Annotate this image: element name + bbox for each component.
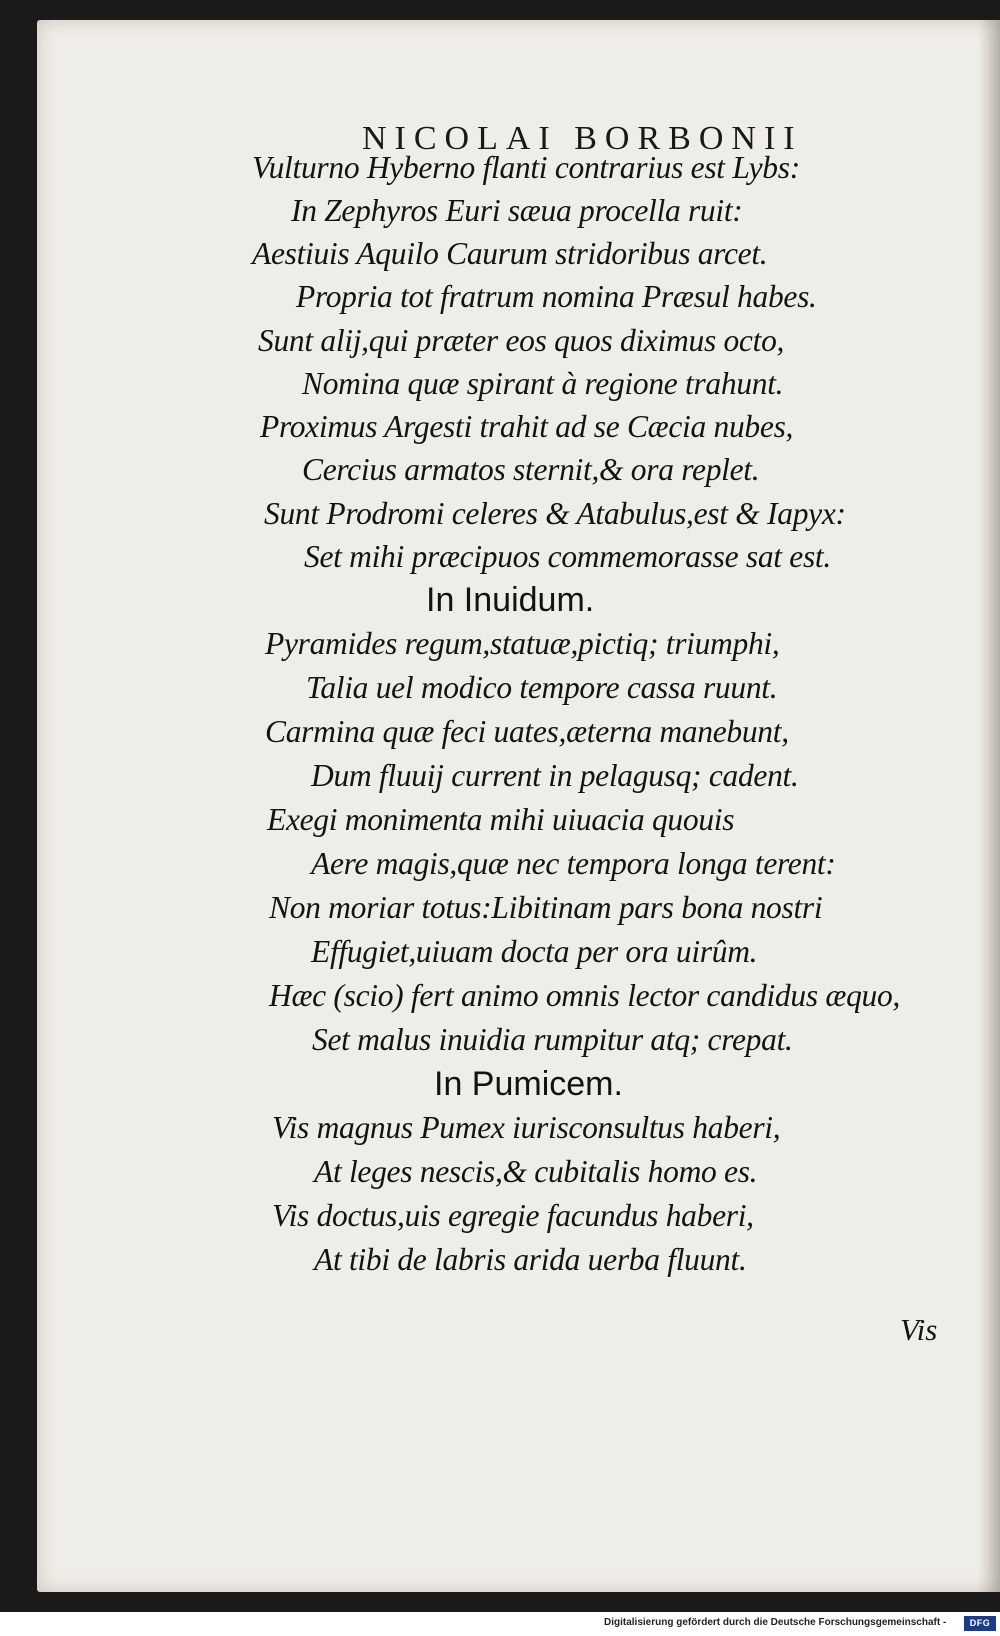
section-heading: In Inuidum. xyxy=(426,581,595,619)
verse-line: Pyramides regum,statuæ,pictiq; triumphi, xyxy=(265,626,780,661)
verse-line: Effugiet,uiuam docta per ora uirûm. xyxy=(311,934,758,969)
verse-line: Carmina quæ feci uates,æterna manebunt, xyxy=(265,714,789,749)
running-head: NICOLAI BORBONII xyxy=(362,120,803,157)
verse-line: Aere magis,quæ nec tempora longa terent: xyxy=(311,846,836,881)
verse-line: Vis magnus Pumex iurisconsultus haberi, xyxy=(272,1110,781,1145)
digitization-credit: Digitalisierung gefördert durch die Deutsche Forschungsgemeinschaft - xyxy=(604,1617,947,1628)
verse-line: In Zephyros Euri sæua procella ruit: xyxy=(291,193,743,228)
verse-line: Non moriar totus:Libitinam pars bona nostri xyxy=(269,890,823,925)
verse-line: Exegi monimenta mihi uiuacia quouis xyxy=(267,802,735,837)
verse-line: Set mihi præcipuos commemorasse sat est. xyxy=(304,539,831,574)
dfg-logo: DFG xyxy=(964,1616,996,1631)
verse-line: Nomina quæ spirant à regione trahunt. xyxy=(302,366,784,401)
verse-line: Dum fluuij current in pelagusq; cadent. xyxy=(311,758,799,793)
verse-line: Aestiuis Aquilo Caurum stridoribus arcet. xyxy=(252,236,768,271)
verse-line: Talia uel modico tempore cassa ruunt. xyxy=(306,670,778,705)
catchword: Vis xyxy=(900,1312,938,1347)
verse-line: Hæc (scio) fert animo omnis lector candidus æquo, xyxy=(269,978,900,1013)
verse-line: Propria tot fratrum nomina Præsul habes. xyxy=(296,279,817,314)
verse-line: Vulturno Hyberno flanti contrarius est Lybs: xyxy=(252,150,800,185)
verse-line: Set malus inuidia rumpitur atq; crepat. xyxy=(312,1022,793,1057)
verse-line: At leges nescis,& cubitalis homo es. xyxy=(314,1154,758,1189)
verse-line: Sunt Prodromi celeres & Atabulus,est & Iapyx: xyxy=(264,496,846,531)
book-page xyxy=(37,20,1000,1592)
verse-line: Vis doctus,uis egregie facundus haberi, xyxy=(272,1198,754,1233)
verse-line: Sunt alij,qui præter eos quos diximus octo, xyxy=(258,323,785,358)
verse-line: Proximus Argesti trahit ad se Cæcia nubes, xyxy=(260,409,794,444)
section-heading: In Pumicem. xyxy=(434,1065,623,1103)
verse-line: At tibi de labris arida uerba fluunt. xyxy=(314,1242,747,1277)
verse-line: Cercius armatos sternit,& ora replet. xyxy=(302,452,760,487)
